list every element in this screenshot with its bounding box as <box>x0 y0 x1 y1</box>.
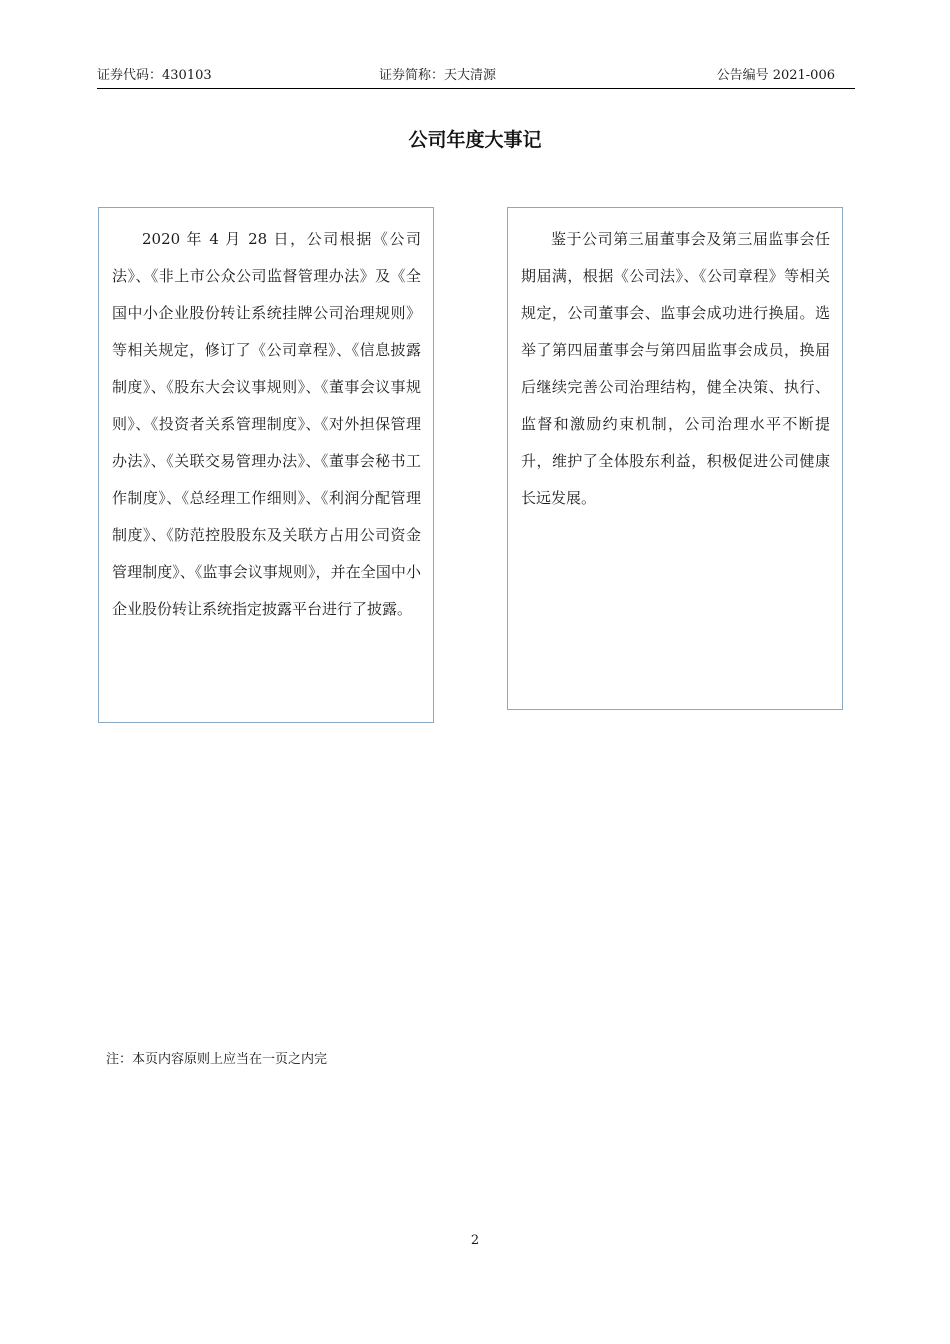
security-abbreviation: 证券简称：天大清源 <box>379 68 497 83</box>
event-text: 2020 年 4 月 28 日，公司根据《公司法》、《非上市公众公司监督管理办法》及《全国中小企业股份转让系统挂牌公司治理规则》等相关规定，修订了《公司章程》、《信息披露制度》、《股东大会议事规则》、《董事会议事规则》、《投资者关系管理制度》、《对外担保管理办法》、《关联交易管理办法》、《董事会秘书工作制度》、《总经理工作细则》、《利润分配管理制度》、《防范控股股东及关联方占用公司资金管理制度》、《监事会议事规则》，并在全国中小企业股份转让系统指定披露平台进行了披露。 <box>112 230 421 618</box>
event-box-right <box>507 207 843 710</box>
page-header <box>97 66 855 89</box>
security-code: 证券代码：430103 <box>97 68 212 83</box>
page-number: 2 <box>470 1233 480 1248</box>
announcement-number: 公告编号 2021-006 <box>716 68 835 83</box>
footnote: 注：本页内容原则上应当在一页之内完 <box>106 1052 328 1067</box>
event-box-left <box>98 207 434 723</box>
page-title: 公司年度大事记 <box>408 129 542 151</box>
event-text: 鉴于公司第三届董事会及第三届监事会任期届满，根据《公司法》、《公司章程》等相关规定，公司董事会、监事会成功进行换届。选举了第四届董事会与第四届监事会成员，换届后继续完善公司治理结构，健全决策、执行、监督和激励约束机制，公司治理水平不断提升，维护了全体股东利益，积极促进公司健康长远发展。 <box>521 230 830 507</box>
